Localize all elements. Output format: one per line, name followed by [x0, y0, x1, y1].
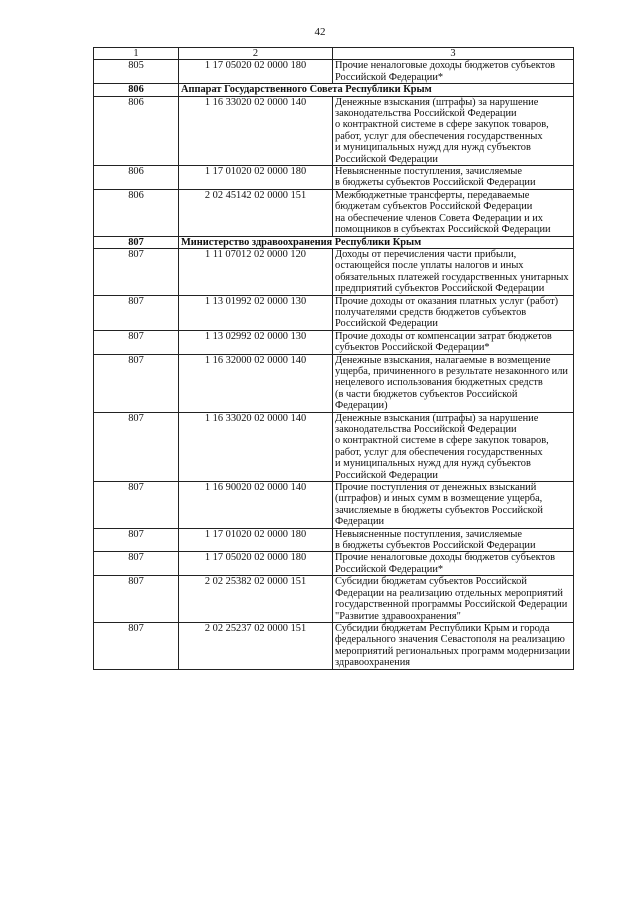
table-row: [94, 528, 574, 552]
description-line: и муниципальных нужд для нужд субъектов: [335, 458, 531, 470]
description-line: Невыясненные поступления, зачисляемые: [335, 166, 523, 178]
description-line: и муниципальных нужд для нужд субъектов: [335, 142, 531, 154]
description-line: законодательства Российской Федерации: [335, 108, 517, 120]
revenue-code-cell: 1 13 01992 02 0000 130: [179, 295, 333, 330]
description-line: получателями средств бюджетов субъектов: [335, 306, 527, 318]
description-line: работ, услуг для обеспечения государственных: [335, 130, 543, 142]
description-line: бюджетам субъектов Российской Федерации: [335, 201, 533, 213]
description-line: остающейся после уплаты налогов и иных: [335, 260, 524, 272]
admin-code-cell: 807: [94, 412, 179, 481]
description-line: Денежные взыскания (штрафы) за нарушение: [335, 96, 539, 108]
table-row: [94, 412, 574, 481]
description-line: Прочие поступления от денежных взысканий: [335, 482, 537, 494]
revenue-code-cell: 2 02 45142 02 0000 151: [179, 189, 333, 236]
description-line: Доходы от перечисления части прибыли,: [335, 248, 517, 260]
revenue-code-cell: 1 13 02992 02 0000 130: [179, 330, 333, 354]
description-cell: [333, 189, 574, 236]
description-line: предприятий субъектов Российской Федерации: [335, 283, 545, 295]
table-row: [94, 482, 574, 529]
description-line: Российской Федерации: [335, 318, 438, 330]
column-header-1: 1: [94, 48, 179, 60]
description-line: "Развитие здравоохранения": [335, 610, 461, 622]
section-title-cell: Министерство здравоохранения Республики Крым: [179, 236, 574, 248]
admin-code-cell: 806: [94, 96, 179, 165]
table-row: [94, 330, 574, 354]
description-line: федерального значения Севастополя на реализацию: [335, 634, 565, 646]
page-number: 42: [314, 26, 326, 38]
revenue-code-cell: 1 16 33020 02 0000 140: [179, 412, 333, 481]
revenue-codes-table: [93, 47, 574, 670]
description-cell: [333, 295, 574, 330]
description-line: в бюджеты субъектов Российской Федерации: [335, 540, 536, 552]
revenue-code-cell: 1 17 01020 02 0000 180: [179, 528, 333, 552]
admin-code-cell: 807: [94, 528, 179, 552]
description-line: Прочие доходы от оказания платных услуг (работ): [335, 295, 559, 307]
description-line: обязательных платежей государственных унитарных: [335, 271, 569, 283]
revenue-code-cell: 1 11 07012 02 0000 120: [179, 248, 333, 295]
description-cell: [333, 412, 574, 481]
admin-code-cell: 807: [94, 236, 179, 248]
description-line: Невыясненные поступления, зачисляемые: [335, 528, 523, 540]
table-row: [94, 189, 574, 236]
table-row: [94, 96, 574, 165]
revenue-code-cell: 1 16 33020 02 0000 140: [179, 96, 333, 165]
description-line: Федерации на реализацию отдельных мероприятий: [335, 587, 563, 599]
admin-code-cell: 806: [94, 166, 179, 190]
admin-code-cell: 806: [94, 84, 179, 96]
description-line: помощников в субъектах Российской Федерации: [335, 224, 551, 236]
table-row: [94, 60, 574, 84]
description-line: Прочие неналоговые доходы бюджетов субъектов: [335, 552, 556, 564]
description-line: нецелевого использования бюджетных средств: [335, 377, 543, 389]
description-line: Федерации): [335, 400, 388, 412]
description-cell: [333, 576, 574, 623]
description-line: мероприятий региональных программ модернизации: [335, 645, 571, 657]
admin-code-cell: 807: [94, 354, 179, 412]
description-cell: [333, 166, 574, 190]
description-line: Межбюджетные трансферты, передаваемые: [335, 189, 530, 201]
description-line: на обеспечение членов Совета Федерации и их: [335, 212, 544, 224]
admin-code-cell: 805: [94, 60, 179, 84]
description-line: Денежные взыскания, налагаемые в возмещение: [335, 354, 551, 366]
description-line: государственной программы Российской Федерации: [335, 599, 568, 611]
table-row: [94, 576, 574, 623]
description-line: (штрафов) и иных сумм в возмещение ущерба,: [335, 493, 543, 505]
section-row: [94, 84, 574, 96]
description-cell: [333, 528, 574, 552]
admin-code-cell: 807: [94, 248, 179, 295]
description-line: в бюджеты субъектов Российской Федерации: [335, 177, 536, 189]
description-line: работ, услуг для обеспечения государственных: [335, 446, 543, 458]
description-line: зачисляемые в бюджеты субъектов Российской: [335, 504, 543, 516]
description-line: Прочие неналоговые доходы бюджетов субъектов: [335, 60, 556, 72]
description-line: Субсидии бюджетам Республики Крым и города: [335, 622, 550, 634]
admin-code-cell: 807: [94, 576, 179, 623]
description-line: Прочие доходы от компенсации затрат бюджетов: [335, 330, 552, 342]
description-cell: [333, 60, 574, 84]
description-line: (в части бюджетов субъектов Российской: [335, 388, 518, 400]
revenue-code-cell: 2 02 25237 02 0000 151: [179, 622, 333, 669]
table-header-row: [94, 48, 574, 60]
description-line: ущерба, причиненного в результате незаконного или: [335, 365, 568, 377]
description-cell: [333, 354, 574, 412]
description-line: Российской Федерации: [335, 469, 438, 481]
table-row: [94, 248, 574, 295]
admin-code-cell: 807: [94, 330, 179, 354]
column-header-2: 2: [179, 48, 333, 60]
revenue-code-cell: 1 17 05020 02 0000 180: [179, 60, 333, 84]
description-line: здравоохранения: [335, 657, 411, 669]
table-row: [94, 622, 574, 669]
admin-code-cell: 807: [94, 622, 179, 669]
admin-code-cell: 806: [94, 189, 179, 236]
description-line: Субсидии бюджетам субъектов Российской: [335, 576, 527, 588]
revenue-code-cell: 2 02 25382 02 0000 151: [179, 576, 333, 623]
description-cell: [333, 552, 574, 576]
description-line: Российской Федерации*: [335, 71, 444, 83]
description-line: Российской Федерации*: [335, 563, 444, 575]
description-line: Федерации: [335, 516, 385, 528]
table-row: [94, 552, 574, 576]
revenue-code-cell: 1 16 32000 02 0000 140: [179, 354, 333, 412]
table-row: [94, 354, 574, 412]
table-body: [94, 60, 574, 669]
description-line: субъектов Российской Федерации*: [335, 342, 490, 354]
section-title-cell: Аппарат Государственного Совета Республики Крым: [179, 84, 574, 96]
revenue-code-cell: 1 16 90020 02 0000 140: [179, 482, 333, 529]
description-cell: [333, 622, 574, 669]
description-cell: [333, 330, 574, 354]
description-cell: [333, 482, 574, 529]
description-cell: [333, 96, 574, 165]
admin-code-cell: 807: [94, 482, 179, 529]
description-line: законодательства Российской Федерации: [335, 424, 517, 435]
description-line: о контрактной системе в сфере закупок товаров,: [335, 119, 549, 131]
description-line: Денежные взыскания (штрафы) за нарушение: [335, 412, 539, 424]
description-line: Российской Федерации: [335, 153, 438, 165]
revenue-code-cell: 1 17 05020 02 0000 180: [179, 552, 333, 576]
section-row: [94, 236, 574, 248]
admin-code-cell: 807: [94, 295, 179, 330]
table-row: [94, 295, 574, 330]
table-row: [94, 166, 574, 190]
description-line: о контрактной системе в сфере закупок товаров,: [335, 435, 549, 447]
column-header-3: 3: [333, 48, 574, 60]
admin-code-cell: 807: [94, 552, 179, 576]
description-cell: [333, 248, 574, 295]
revenue-code-cell: 1 17 01020 02 0000 180: [179, 166, 333, 190]
